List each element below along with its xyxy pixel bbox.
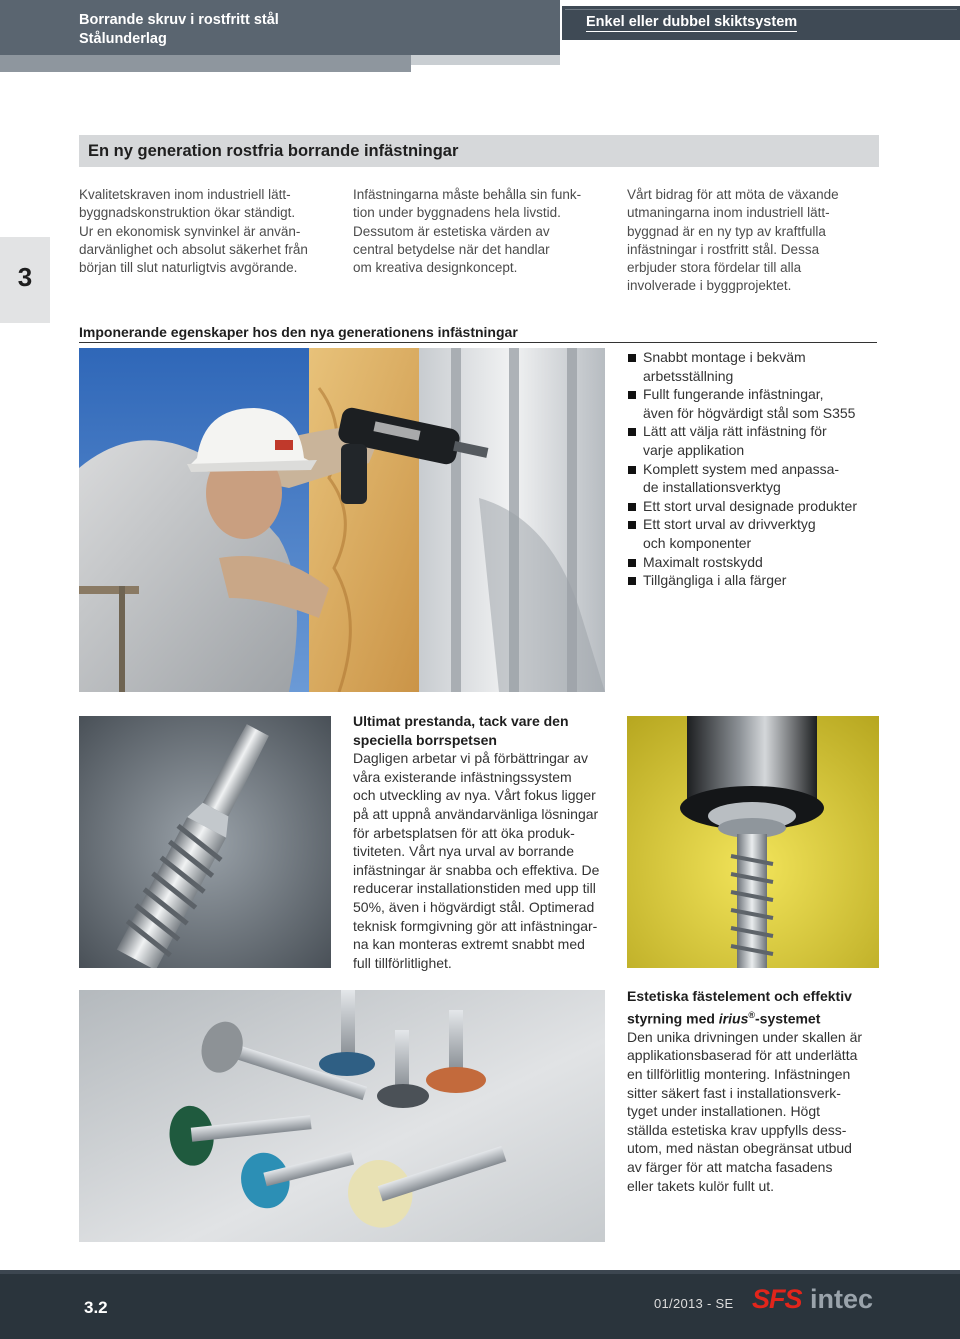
header-stripe	[0, 55, 411, 72]
drill-body-line: infästningar är snabba och effektiva. De	[353, 861, 600, 878]
drill-body-line: teknisk formgivning gör att infästningar-	[353, 917, 598, 934]
feature-text: och komponenter	[643, 534, 752, 551]
feature-text: Tillgängliga i alla färger	[643, 572, 787, 589]
header-title	[79, 11, 279, 49]
irius-heading-line: Estetiska fästelement och effektiv	[627, 988, 852, 1004]
drill-body-line: för arbetsplatsen för att öka produk-	[353, 824, 575, 841]
irius-body-line: applikationsbaserad för att underlätta	[627, 1047, 858, 1064]
irius-driver-photo	[627, 716, 879, 968]
intro-line: byggnad är en ny typ av kraftfulla	[627, 223, 826, 239]
feature-item	[627, 422, 889, 459]
feature-item	[627, 515, 889, 552]
irius-body-line: sitter säkert fast i installationsverk-	[627, 1084, 841, 1101]
drill-heading-line: speciella borrspetsen	[353, 731, 497, 748]
irius-body-line: ställda estetiska krav uppfylls dess-	[627, 1121, 847, 1138]
feature-text: varje applikation	[643, 441, 745, 458]
section-tab-label[interactable]: Enkel eller dubbel skiktsystem	[586, 14, 798, 30]
feature-item	[627, 385, 889, 422]
drill-point-heading	[353, 712, 615, 749]
irius-section	[627, 987, 889, 1195]
irius-brand: irius	[718, 1010, 749, 1027]
drill-point-section	[353, 712, 615, 972]
logo-intec: intec	[809, 1284, 873, 1314]
irius-body-line: Den unika drivningen under skallen är	[627, 1028, 863, 1045]
intro-line: central betydelse när det handlar	[353, 241, 550, 257]
feature-text: Maximalt rostskydd	[643, 553, 763, 570]
header-stripe-light	[411, 55, 560, 65]
irius-body-line: av färger för att matcha fasadens	[627, 1159, 833, 1175]
drill-body-line: na kan monteras extremt snabbt med	[353, 936, 585, 953]
intro-line: erbjuder stora fördelar till alla	[627, 260, 802, 276]
registered-mark: ®	[748, 1009, 756, 1020]
irius-body-line: en tillförlitlig montering. Infästningen	[627, 1066, 851, 1083]
drill-point-screw-photo	[79, 716, 331, 968]
feature-text: Ett stort urval av drivverktyg	[643, 516, 816, 533]
drill-body-line: på att uppnå användarvänliga lösningar	[353, 805, 599, 822]
intro-line: involverade i byggprojektet.	[627, 278, 792, 294]
drill-body-line: Dagligen arbetar vi på förbättringar av	[353, 750, 589, 767]
intro-line: Ur en ekonomisk synvinkel är använ-	[79, 223, 301, 239]
worker-drilling-photo	[79, 348, 605, 692]
colored-screws-photo	[79, 990, 605, 1242]
drill-body-line: full tillförlitlighet.	[353, 954, 452, 971]
intro-column-2	[353, 186, 613, 277]
drill-body-line: 50%, även i högvärdigt stål. Optimerad	[353, 898, 595, 915]
intro-line: Dessutom är estetiska värden av	[353, 223, 550, 239]
intro-line: byggnadskonstruktion ökar ständigt.	[79, 205, 296, 221]
intro-line: utmaningarna inom industriell lätt-	[627, 205, 830, 221]
logo-sfs: SFS	[752, 1284, 802, 1314]
irius-heading-suffix: -systemet	[755, 1010, 821, 1027]
feature-item	[627, 553, 889, 572]
header-title-line1: Borrande skruv i rostfritt stål	[79, 12, 279, 28]
feature-item	[627, 348, 889, 385]
intro-column-3	[627, 186, 887, 296]
intro-line: början till slut naturligtvis avgörande.	[79, 260, 298, 276]
drill-body-line: reducerar installationstiden med upp till	[353, 880, 596, 897]
irius-heading-prefix: styrning med	[627, 1010, 719, 1027]
intro-line: om kreativa designkoncept.	[353, 260, 518, 276]
feature-text: Lätt att välja rätt infästning för	[643, 423, 827, 440]
intro-line: tion under byggnadens hela livstid.	[353, 205, 561, 221]
intro-line: darvänlighet och absolut säkerhet från	[79, 241, 308, 257]
footer-band	[0, 1270, 960, 1274]
drill-body-line: och utveckling av nya. Vårt fokus ligger	[353, 787, 596, 804]
drill-point-body	[353, 749, 615, 972]
irius-heading-line	[627, 1006, 889, 1028]
irius-body	[627, 1028, 889, 1195]
sfs-intec-logo	[752, 1284, 873, 1315]
intro-line: Infästningarna måste behålla sin funk-	[353, 187, 582, 202]
feature-text: Snabbt montage i bekväm	[643, 349, 806, 365]
irius-body-line: eller takets kulör fullt ut.	[627, 1177, 775, 1194]
feature-item	[627, 460, 889, 497]
irius-body-line: utom, med nästan obegränsat utbud	[627, 1140, 852, 1157]
drill-body-line: våra existerande infästningssystem	[353, 768, 572, 785]
header-title-line2: Stålunderlag	[79, 31, 167, 47]
feature-text: Komplett system med anpassa-	[643, 460, 840, 477]
feature-list	[627, 348, 889, 590]
feature-text: Ett stort urval designade produkter	[643, 497, 858, 514]
intro-column-1	[79, 186, 339, 277]
feature-text: de installationsverktyg	[643, 479, 781, 496]
date-code: 01/2013 - SE	[654, 1296, 734, 1311]
feature-text: Fullt fungerande infästningar,	[643, 386, 824, 403]
main-title: En ny generation rostfria borrande infästningar	[88, 142, 459, 160]
drill-body-line: tiviteten. Vårt nya urval av borrande	[353, 843, 575, 860]
irius-heading	[627, 987, 889, 1028]
feature-text: även för högvärdigt stål som S355	[643, 404, 856, 421]
feature-item	[627, 497, 889, 516]
feature-item	[627, 571, 889, 590]
page-number: 3.2	[84, 1298, 108, 1317]
feature-text: arbetsställning	[643, 367, 734, 384]
drill-heading-line: Ultimat prestanda, tack vare den	[353, 713, 569, 729]
section-heading: Imponerande egenskaper hos den nya generationens infästningar	[79, 324, 877, 343]
intro-line: Kvalitetskraven inom industriell lätt-	[79, 187, 291, 202]
intro-line: Vårt bidrag för att möta de växande	[627, 187, 839, 202]
irius-body-line: tyget under installationen. Högt	[627, 1103, 821, 1120]
chapter-number: 3	[17, 262, 33, 292]
intro-line: infästningar i rostfritt stål. Dessa	[627, 241, 820, 257]
